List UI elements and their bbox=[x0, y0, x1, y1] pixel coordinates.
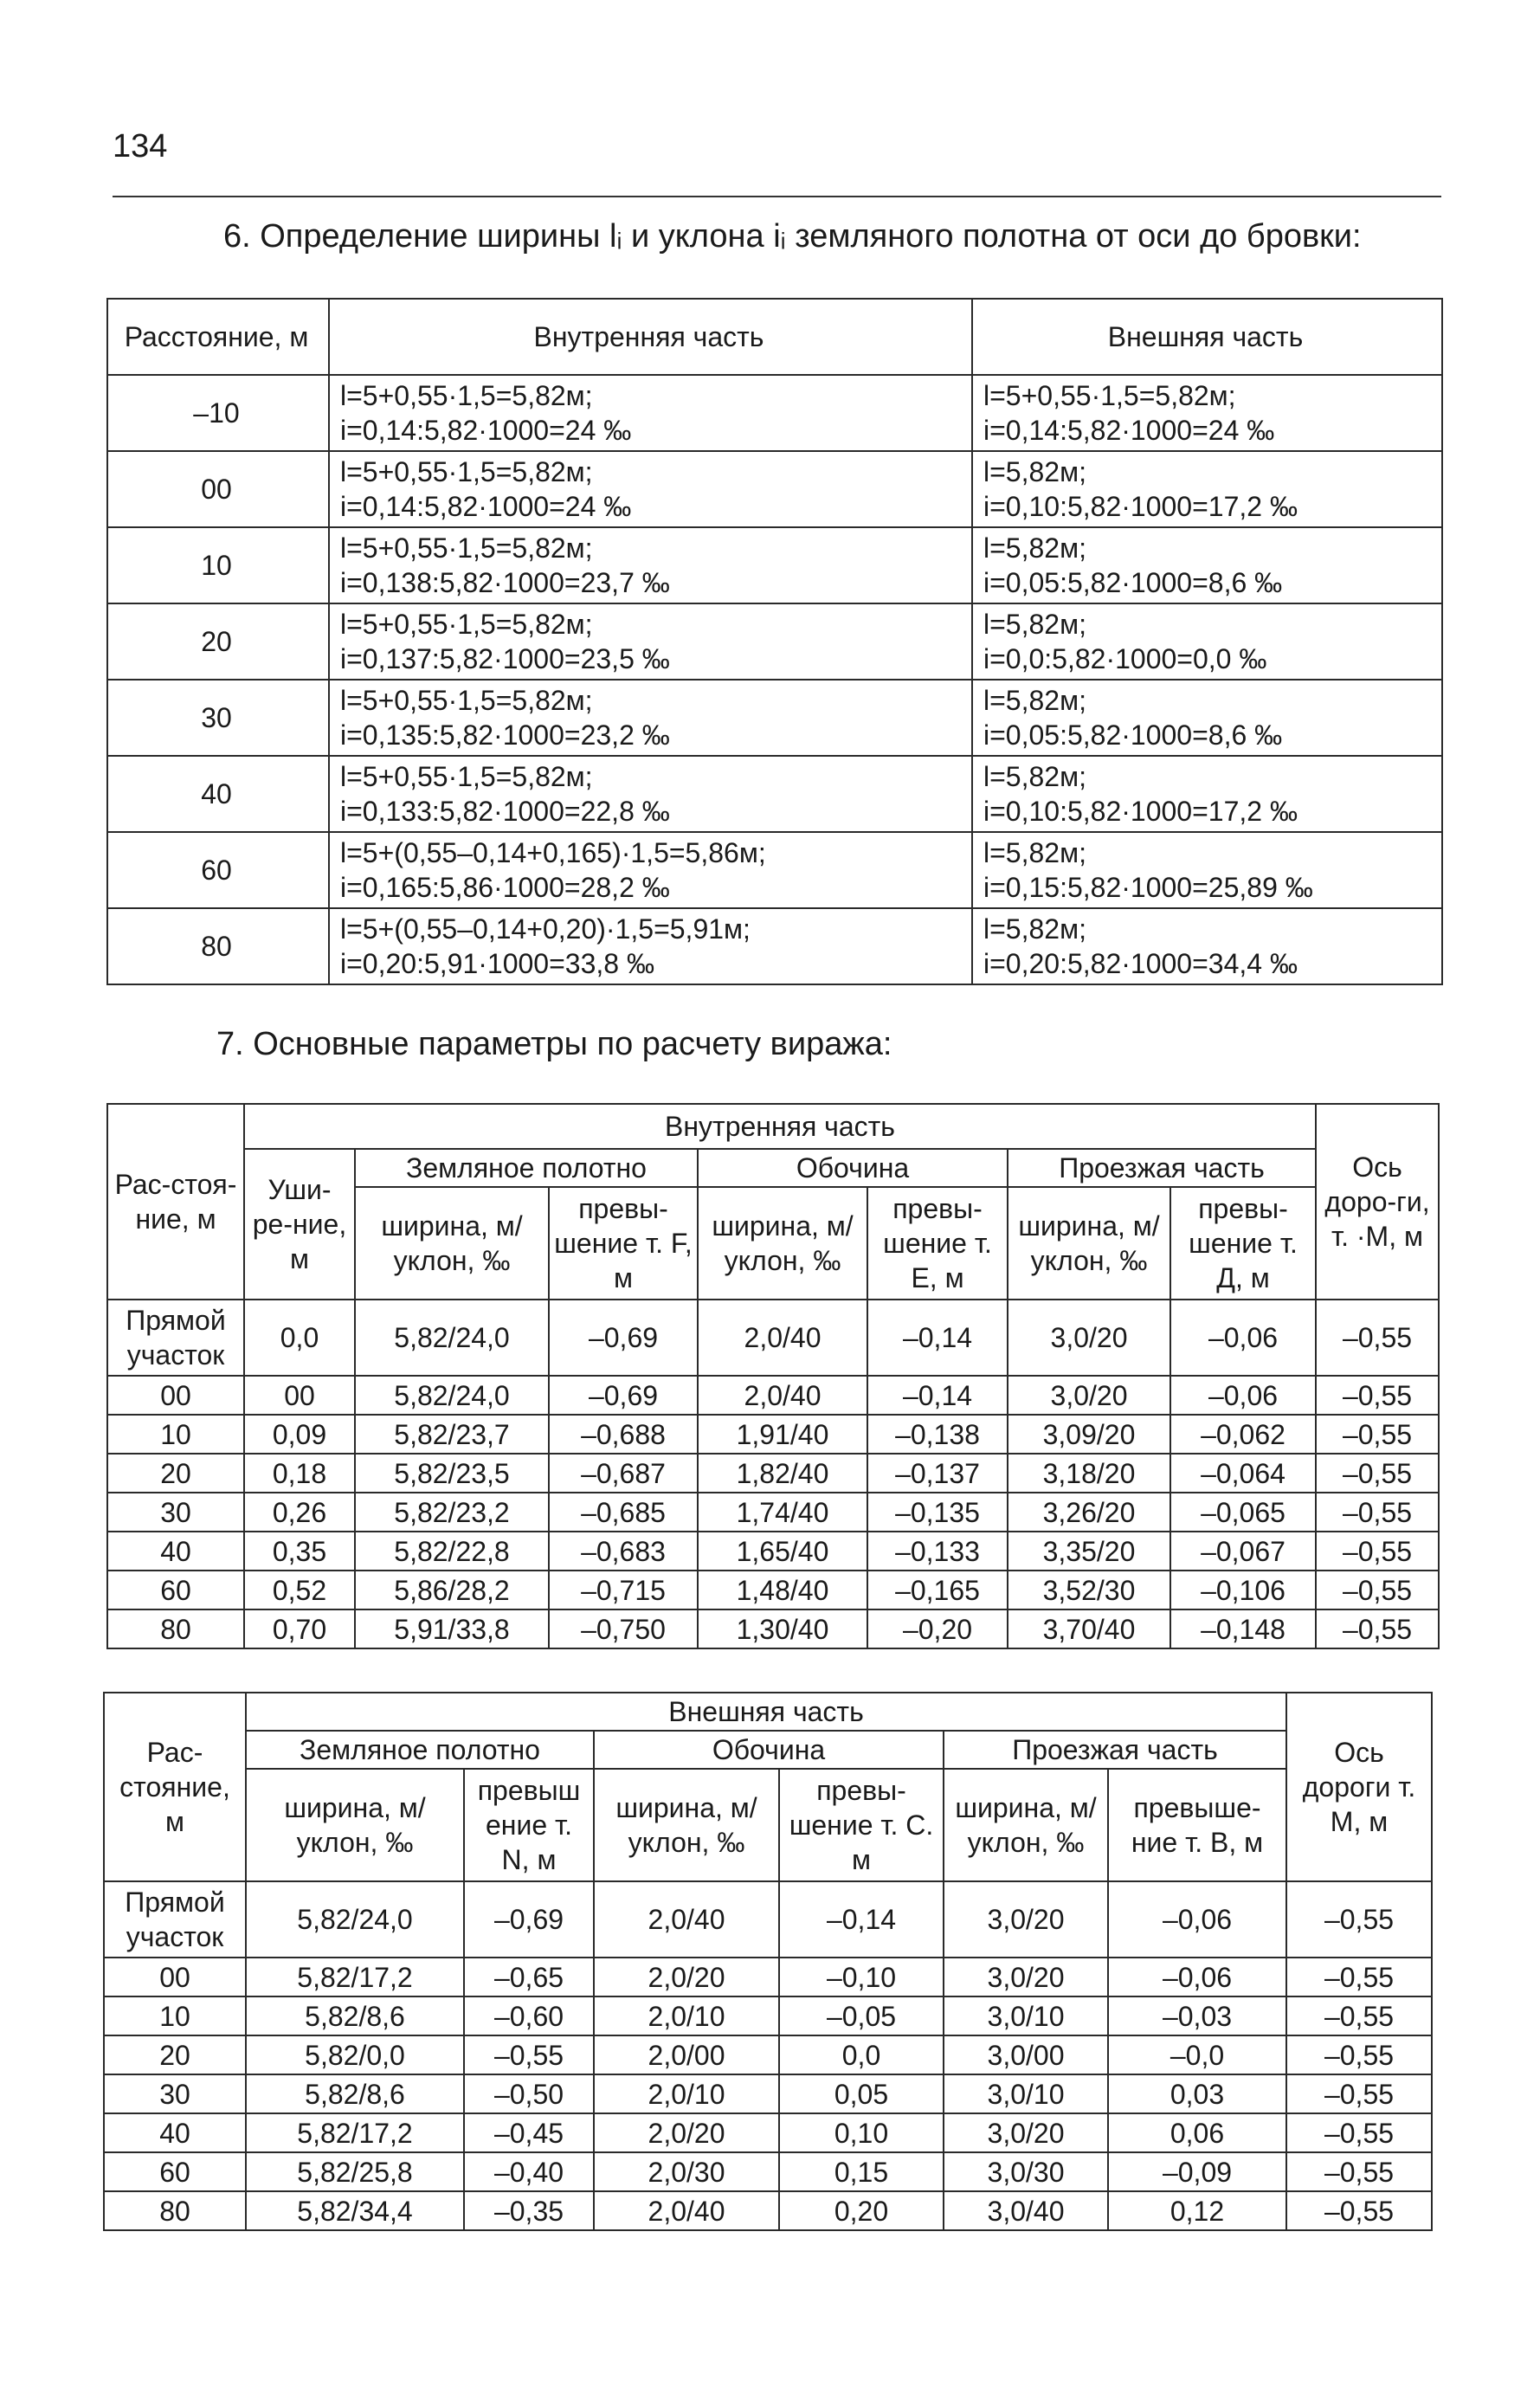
distance-cell: 80 bbox=[104, 2191, 246, 2230]
inner-part-cell bbox=[329, 908, 972, 984]
table-cell: 00 bbox=[244, 1376, 355, 1415]
distance-cell: 10 bbox=[104, 1996, 246, 2035]
distance-cell: 30 bbox=[104, 2074, 246, 2113]
table-cell: –0,10 bbox=[779, 1958, 944, 1996]
table-cell: –0,55 bbox=[1286, 2191, 1432, 2230]
distance-cell: 10 bbox=[107, 527, 329, 603]
table-cell: –0,55 bbox=[1286, 1881, 1432, 1958]
shoulder-width-header: ширина, м/уклон, ‰ bbox=[698, 1187, 867, 1300]
width-formula: l=5,82м; bbox=[983, 609, 1086, 640]
table-cell: –0,65 bbox=[464, 1958, 594, 1996]
distance-cell: 60 bbox=[104, 2152, 246, 2191]
inner-part-cell bbox=[329, 832, 972, 908]
slope-formula: i=0,165:5,86·1000=28,2 ‰ bbox=[340, 872, 670, 903]
table-cell: –0,750 bbox=[549, 1609, 698, 1648]
table-row bbox=[104, 2074, 1432, 2113]
distance-cell: 80 bbox=[107, 1609, 244, 1648]
table-cell: –0,55 bbox=[1286, 2035, 1432, 2074]
table-cell: 5,82/0,0 bbox=[246, 2035, 464, 2074]
table-cell: 0,12 bbox=[1108, 2191, 1286, 2230]
table-header-row bbox=[104, 1731, 1432, 1769]
distance-cell: 30 bbox=[107, 680, 329, 756]
table-cell: 0,18 bbox=[244, 1454, 355, 1493]
table-cell: –0,137 bbox=[867, 1454, 1008, 1493]
table-cell: 5,82/22,8 bbox=[355, 1532, 549, 1571]
table-row bbox=[104, 2152, 1432, 2191]
table-cell: 3,0/20 bbox=[944, 2113, 1108, 2152]
slope-formula: i=0,15:5,82·1000=25,89 ‰ bbox=[983, 872, 1313, 903]
table-cell: 0,03 bbox=[1108, 2074, 1286, 2113]
carriageway-width-header: ширина, м/уклон, ‰ bbox=[1008, 1187, 1170, 1300]
inner-part-cell bbox=[329, 603, 972, 680]
distance-header: Рас-стоя-ние, м bbox=[107, 1104, 244, 1300]
table-row bbox=[107, 908, 1442, 984]
table-row bbox=[104, 2035, 1432, 2074]
distance-cell: 30 bbox=[107, 1493, 244, 1532]
table-cell: –0,065 bbox=[1170, 1493, 1316, 1532]
slope-formula: i=0,10:5,82·1000=17,2 ‰ bbox=[983, 491, 1298, 522]
table-cell: –0,106 bbox=[1170, 1571, 1316, 1609]
inner-part-header: Внутренняя часть bbox=[244, 1104, 1316, 1149]
table-row bbox=[107, 451, 1442, 527]
table-cell: –0,05 bbox=[779, 1996, 944, 2035]
table-cell: 3,70/40 bbox=[1008, 1609, 1170, 1648]
table-cell: 3,26/20 bbox=[1008, 1493, 1170, 1532]
table-cell: –0,148 bbox=[1170, 1609, 1316, 1648]
table-cell: 2,0/30 bbox=[594, 2152, 779, 2191]
distance-cell: 40 bbox=[107, 756, 329, 832]
table-cell: –0,55 bbox=[1316, 1493, 1439, 1532]
table-cell: 3,35/20 bbox=[1008, 1532, 1170, 1571]
page-number: 134 bbox=[113, 128, 168, 164]
table-row bbox=[104, 1958, 1432, 1996]
table-cell: 1,74/40 bbox=[698, 1493, 867, 1532]
table-cell: –0,165 bbox=[867, 1571, 1008, 1609]
table-cell: –0,69 bbox=[464, 1881, 594, 1958]
width-formula: l=5+0,55·1,5=5,82м; bbox=[340, 456, 593, 487]
table-cell: –0,06 bbox=[1108, 1881, 1286, 1958]
widening-header: Уши-ре-ние, м bbox=[244, 1149, 355, 1300]
table-cell: –0,55 bbox=[1316, 1454, 1439, 1493]
table-cell: –0,687 bbox=[549, 1454, 698, 1493]
shoulder-width-header: ширина, м/уклон, ‰ bbox=[594, 1769, 779, 1881]
table-cell: 5,82/8,6 bbox=[246, 2074, 464, 2113]
table-cell: 5,82/24,0 bbox=[355, 1300, 549, 1376]
table-cell: 2,0/10 bbox=[594, 1996, 779, 2035]
table-cell: –0,50 bbox=[464, 2074, 594, 2113]
inner-part-cell bbox=[329, 680, 972, 756]
table-cell: –0,715 bbox=[549, 1571, 698, 1609]
table-cell: –0,062 bbox=[1170, 1415, 1316, 1454]
table-cell: 1,30/40 bbox=[698, 1609, 867, 1648]
table-header-row bbox=[104, 1769, 1432, 1881]
subgrade-width-header: ширина, м/уклон, ‰ bbox=[246, 1769, 464, 1881]
width-formula: l=5+0,55·1,5=5,82м; bbox=[983, 380, 1236, 411]
table-row bbox=[107, 1571, 1439, 1609]
table-cell: 2,0/40 bbox=[698, 1376, 867, 1415]
table-cell: –0,135 bbox=[867, 1493, 1008, 1532]
table-cell: –0,20 bbox=[867, 1609, 1008, 1648]
table-cell: 0,10 bbox=[779, 2113, 944, 2152]
table-row bbox=[107, 527, 1442, 603]
subgrade-elevation-header: превы-шение т. F, м bbox=[549, 1187, 698, 1300]
table-cell: 5,91/33,8 bbox=[355, 1609, 549, 1648]
table-row bbox=[107, 1376, 1439, 1415]
table-cell: –0,688 bbox=[549, 1415, 698, 1454]
distance-header: Расстояние, м bbox=[107, 299, 329, 375]
inner-part-cell bbox=[329, 451, 972, 527]
distance-header: Рас-стояние, м bbox=[104, 1693, 246, 1881]
table-header-row bbox=[107, 299, 1442, 375]
subgrade-width-header: ширина, м/уклон, ‰ bbox=[355, 1187, 549, 1300]
width-formula: l=5+0,55·1,5=5,82м; bbox=[340, 761, 593, 792]
table-cell: 2,0/40 bbox=[594, 2191, 779, 2230]
table-cell: 0,0 bbox=[779, 2035, 944, 2074]
table-cell: 3,0/10 bbox=[944, 1996, 1108, 2035]
table-cell: –0,55 bbox=[464, 2035, 594, 2074]
table-cell: 1,48/40 bbox=[698, 1571, 867, 1609]
table-cell: 3,0/40 bbox=[944, 2191, 1108, 2230]
table-cell: 3,0/20 bbox=[1008, 1300, 1170, 1376]
table-cell: –0,138 bbox=[867, 1415, 1008, 1454]
distance-cell: 20 bbox=[107, 1454, 244, 1493]
straight-section-label: Прямой участок bbox=[104, 1881, 246, 1958]
width-slope-table bbox=[106, 298, 1443, 985]
table-cell: –0,69 bbox=[549, 1300, 698, 1376]
straight-section-row bbox=[107, 1300, 1439, 1376]
table-cell: 0,70 bbox=[244, 1609, 355, 1648]
table-cell: 3,0/00 bbox=[944, 2035, 1108, 2074]
slope-formula: i=0,133:5,82·1000=22,8 ‰ bbox=[340, 796, 670, 827]
table-cell: –0,685 bbox=[549, 1493, 698, 1532]
slope-formula: i=0,14:5,82·1000=24 ‰ bbox=[340, 415, 632, 446]
inner-part-cell bbox=[329, 527, 972, 603]
width-formula: l=5+0,55·1,5=5,82м; bbox=[340, 609, 593, 640]
outer-part-cell bbox=[972, 603, 1442, 680]
table-cell: 3,09/20 bbox=[1008, 1415, 1170, 1454]
table-cell: –0,55 bbox=[1286, 2074, 1432, 2113]
carriageway-header: Проезжая часть bbox=[1008, 1149, 1316, 1187]
table-cell: 1,65/40 bbox=[698, 1532, 867, 1571]
table-cell: 0,09 bbox=[244, 1415, 355, 1454]
header-rule bbox=[113, 196, 1441, 197]
table-cell: 0,15 bbox=[779, 2152, 944, 2191]
table-cell: 3,0/30 bbox=[944, 2152, 1108, 2191]
table-row bbox=[104, 2113, 1432, 2152]
table-row bbox=[107, 756, 1442, 832]
table-cell: 2,0/40 bbox=[698, 1300, 867, 1376]
distance-cell: 60 bbox=[107, 832, 329, 908]
subgrade-header: Земляное полотно bbox=[355, 1149, 698, 1187]
table-cell: –0,14 bbox=[867, 1300, 1008, 1376]
inner-part-header: Внутренняя часть bbox=[329, 299, 972, 375]
subgrade-header: Земляное полотно bbox=[246, 1731, 594, 1769]
outer-part-header: Внешняя часть bbox=[246, 1693, 1286, 1731]
width-formula: l=5,82м; bbox=[983, 837, 1086, 868]
carriageway-elevation-header: превы-шение т. Д, м bbox=[1170, 1187, 1316, 1300]
width-formula: l=5,82м; bbox=[983, 685, 1086, 716]
outer-part-cell bbox=[972, 756, 1442, 832]
distance-cell: 40 bbox=[107, 1532, 244, 1571]
table-cell: 0,52 bbox=[244, 1571, 355, 1609]
table-cell: –0,06 bbox=[1108, 1958, 1286, 1996]
table-cell: 5,82/23,5 bbox=[355, 1454, 549, 1493]
slope-formula: i=0,20:5,91·1000=33,8 ‰ bbox=[340, 948, 654, 979]
table-cell: 0,0 bbox=[244, 1300, 355, 1376]
outer-part-cell bbox=[972, 832, 1442, 908]
table-cell: –0,06 bbox=[1170, 1300, 1316, 1376]
road-axis-header: Ось дороги т. М, м bbox=[1286, 1693, 1432, 1881]
table-cell: –0,55 bbox=[1286, 2152, 1432, 2191]
width-formula: l=5+(0,55–0,14+0,20)·1,5=5,91м; bbox=[340, 913, 751, 945]
table-cell: 3,0/10 bbox=[944, 2074, 1108, 2113]
width-formula: l=5+0,55·1,5=5,82м; bbox=[340, 685, 593, 716]
width-formula: l=5,82м; bbox=[983, 761, 1086, 792]
distance-cell: 40 bbox=[104, 2113, 246, 2152]
table-cell: –0,133 bbox=[867, 1532, 1008, 1571]
distance-cell: –10 bbox=[107, 375, 329, 451]
table-cell: –0,45 bbox=[464, 2113, 594, 2152]
straight-section-label: Прямой участок bbox=[107, 1300, 244, 1376]
table-cell: –0,55 bbox=[1286, 1996, 1432, 2035]
table-cell: –0,55 bbox=[1316, 1609, 1439, 1648]
table-row bbox=[107, 680, 1442, 756]
table-cell: –0,55 bbox=[1316, 1571, 1439, 1609]
table-cell: 5,82/24,0 bbox=[355, 1376, 549, 1415]
road-axis-header: Ось доро-ги, т. ·М, м bbox=[1316, 1104, 1439, 1300]
inner-part-table bbox=[106, 1103, 1440, 1649]
table-cell: –0,55 bbox=[1316, 1300, 1439, 1376]
outer-part-cell bbox=[972, 451, 1442, 527]
table-header-row bbox=[107, 1104, 1439, 1149]
distance-cell: 80 bbox=[107, 908, 329, 984]
shoulder-elevation-header: превы-шение т. С. м bbox=[779, 1769, 944, 1881]
table-cell: 3,0/20 bbox=[944, 1881, 1108, 1958]
table-header-row bbox=[107, 1149, 1439, 1187]
distance-cell: 00 bbox=[107, 451, 329, 527]
table-cell: –0,14 bbox=[867, 1376, 1008, 1415]
slope-formula: i=0,14:5,82·1000=24 ‰ bbox=[983, 415, 1275, 446]
table-row bbox=[107, 1609, 1439, 1648]
table-cell: –0,60 bbox=[464, 1996, 594, 2035]
table-cell: 5,82/25,8 bbox=[246, 2152, 464, 2191]
table-row bbox=[107, 1493, 1439, 1532]
table-cell: 5,82/34,4 bbox=[246, 2191, 464, 2230]
table-cell: 0,06 bbox=[1108, 2113, 1286, 2152]
table-row bbox=[104, 1996, 1432, 2035]
outer-part-cell bbox=[972, 375, 1442, 451]
table-cell: –0,09 bbox=[1108, 2152, 1286, 2191]
table-row bbox=[107, 1454, 1439, 1493]
table-cell: –0,55 bbox=[1286, 1958, 1432, 1996]
table-cell: 0,35 bbox=[244, 1532, 355, 1571]
table-cell: 2,0/00 bbox=[594, 2035, 779, 2074]
outer-part-cell bbox=[972, 680, 1442, 756]
table-cell: –0,064 bbox=[1170, 1454, 1316, 1493]
table-cell: –0,55 bbox=[1316, 1376, 1439, 1415]
straight-section-row bbox=[104, 1881, 1432, 1958]
table-cell: 5,82/17,2 bbox=[246, 2113, 464, 2152]
table-cell: 3,52/30 bbox=[1008, 1571, 1170, 1609]
outer-part-cell bbox=[972, 527, 1442, 603]
slope-formula: i=0,14:5,82·1000=24 ‰ bbox=[340, 491, 632, 522]
section-7-title: 7. Основные параметры по расчету виража: bbox=[216, 1026, 892, 1062]
distance-cell: 10 bbox=[107, 1415, 244, 1454]
shoulder-header: Обочина bbox=[698, 1149, 1008, 1187]
table-cell: 5,82/8,6 bbox=[246, 1996, 464, 2035]
width-formula: l=5,82м; bbox=[983, 913, 1086, 945]
table-cell: –0,55 bbox=[1286, 2113, 1432, 2152]
table-header-row bbox=[104, 1693, 1432, 1731]
table-cell: –0,55 bbox=[1316, 1532, 1439, 1571]
table-cell: 2,0/20 bbox=[594, 2113, 779, 2152]
distance-cell: 20 bbox=[107, 603, 329, 680]
shoulder-header: Обочина bbox=[594, 1731, 944, 1769]
table-cell: 5,82/24,0 bbox=[246, 1881, 464, 1958]
table-row bbox=[107, 1415, 1439, 1454]
slope-formula: i=0,137:5,82·1000=23,5 ‰ bbox=[340, 643, 670, 674]
outer-part-cell bbox=[972, 908, 1442, 984]
table-row bbox=[104, 2191, 1432, 2230]
distance-cell: 20 bbox=[104, 2035, 246, 2074]
carriageway-header: Проезжая часть bbox=[944, 1731, 1286, 1769]
table-cell: 2,0/40 bbox=[594, 1881, 779, 1958]
slope-formula: i=0,0:5,82·1000=0,0 ‰ bbox=[983, 643, 1267, 674]
inner-part-cell bbox=[329, 756, 972, 832]
table-cell: –0,14 bbox=[779, 1881, 944, 1958]
distance-cell: 00 bbox=[107, 1376, 244, 1415]
table-cell: 2,0/20 bbox=[594, 1958, 779, 1996]
table-cell: 5,82/17,2 bbox=[246, 1958, 464, 1996]
slope-formula: i=0,10:5,82·1000=17,2 ‰ bbox=[983, 796, 1298, 827]
table-row bbox=[107, 603, 1442, 680]
table-cell: –0,067 bbox=[1170, 1532, 1316, 1571]
table-cell: 1,82/40 bbox=[698, 1454, 867, 1493]
subgrade-elevation-header: превыш ение т. N, м bbox=[464, 1769, 594, 1881]
table-cell: 0,05 bbox=[779, 2074, 944, 2113]
distance-cell: 00 bbox=[104, 1958, 246, 1996]
slope-formula: i=0,05:5,82·1000=8,6 ‰ bbox=[983, 719, 1283, 751]
table-cell: 5,82/23,2 bbox=[355, 1493, 549, 1532]
width-formula: l=5,82м; bbox=[983, 456, 1086, 487]
carriageway-width-header: ширина, м/уклон, ‰ bbox=[944, 1769, 1108, 1881]
table-cell: 3,0/20 bbox=[1008, 1376, 1170, 1415]
table-cell: –0,40 bbox=[464, 2152, 594, 2191]
table-cell: 2,0/10 bbox=[594, 2074, 779, 2113]
table-cell: 0,26 bbox=[244, 1493, 355, 1532]
width-formula: l=5+0,55·1,5=5,82м; bbox=[340, 532, 593, 564]
section-6-title: 6. Определение ширины lᵢ и уклона iᵢ земляного полотна от оси до бровки: bbox=[223, 218, 1362, 255]
distance-cell: 60 bbox=[107, 1571, 244, 1609]
table-cell: –0,0 bbox=[1108, 2035, 1286, 2074]
table-cell: –0,35 bbox=[464, 2191, 594, 2230]
table-cell: 3,0/20 bbox=[944, 1958, 1108, 1996]
table-cell: –0,69 bbox=[549, 1376, 698, 1415]
table-row bbox=[107, 375, 1442, 451]
shoulder-elevation-header: превы-шение т. Е, м bbox=[867, 1187, 1008, 1300]
width-formula: l=5+0,55·1,5=5,82м; bbox=[340, 380, 593, 411]
table-cell: –0,55 bbox=[1316, 1415, 1439, 1454]
slope-formula: i=0,138:5,82·1000=23,7 ‰ bbox=[340, 567, 670, 598]
table-cell: 0,20 bbox=[779, 2191, 944, 2230]
table-cell: –0,03 bbox=[1108, 1996, 1286, 2035]
table-cell: –0,06 bbox=[1170, 1376, 1316, 1415]
slope-formula: i=0,135:5,82·1000=23,2 ‰ bbox=[340, 719, 670, 751]
table-row bbox=[107, 832, 1442, 908]
table-row bbox=[107, 1532, 1439, 1571]
width-formula: l=5,82м; bbox=[983, 532, 1086, 564]
width-formula: l=5+(0,55–0,14+0,165)·1,5=5,86м; bbox=[340, 837, 766, 868]
table-cell: 3,18/20 bbox=[1008, 1454, 1170, 1493]
outer-part-table bbox=[103, 1692, 1433, 2231]
slope-formula: i=0,20:5,82·1000=34,4 ‰ bbox=[983, 948, 1298, 979]
table-cell: 5,82/23,7 bbox=[355, 1415, 549, 1454]
carriageway-elevation-header: превыше-ние т. В, м bbox=[1108, 1769, 1286, 1881]
inner-part-cell bbox=[329, 375, 972, 451]
outer-part-header: Внешняя часть bbox=[972, 299, 1442, 375]
table-cell: 1,91/40 bbox=[698, 1415, 867, 1454]
table-cell: –0,683 bbox=[549, 1532, 698, 1571]
slope-formula: i=0,05:5,82·1000=8,6 ‰ bbox=[983, 567, 1283, 598]
table-cell: 5,86/28,2 bbox=[355, 1571, 549, 1609]
